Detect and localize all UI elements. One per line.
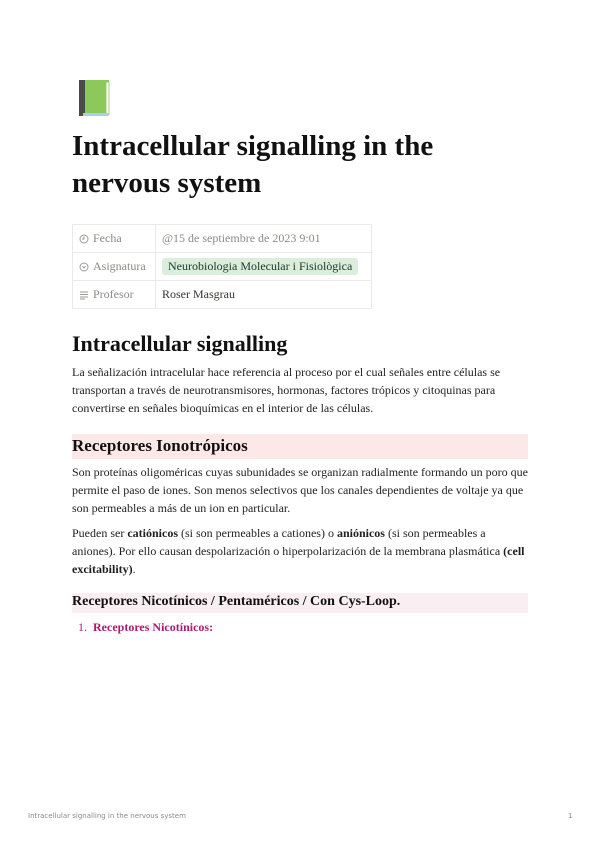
green-book-icon [77, 78, 111, 118]
intro-paragraph: La señalización intracelular hace referencia al proceso por el cual señales entre células se transportan a través de neurotransmisores, hormonas, factores trópicos y citoquinas para convertirse en señales bioquímicas en el interior de las células. [72, 365, 501, 415]
property-key: Fecha [93, 231, 122, 245]
bold-anionicos: aniónicos [336, 526, 385, 540]
subject-tag[interactable]: Neurobiologia Molecular i Fisiològica [162, 258, 358, 275]
page-title: Intracellular signalling in the nervous system [72, 130, 434, 199]
property-row-fecha[interactable] [73, 225, 372, 253]
section-heading-ionotropic: Receptores Ionotrópicos [72, 434, 528, 459]
property-row-profesor[interactable] [73, 281, 372, 309]
bold-cationicos: catiónicos [127, 526, 178, 540]
list-item [78, 620, 213, 635]
ionotropic-paragraph-2: Pueden ser catiónicos (si son permeables a cationes) o aniónicos (si son permeables a aniones). Por ello causan despolarización o hiperpolarización de la membrana plasmática (cell excitability). [72, 526, 525, 576]
ionotropic-paragraph: Son proteínas oligoméricas cuyas subunidades se organizan radialmente formando un poro que permite el paso de iones. Son menos selectivos que los canales dependientes de voltaje ya que son permeables a más de un ion en particular. [72, 465, 528, 515]
list-number: 1. [78, 620, 87, 634]
numbered-list [78, 620, 213, 635]
property-key: Asignatura [93, 259, 146, 273]
property-value[interactable]: Roser Masgrau [156, 281, 372, 309]
properties-table [72, 224, 372, 309]
clock-icon [79, 234, 89, 244]
select-icon [79, 262, 89, 272]
list-item-label: Receptores Nicotínicos: [93, 620, 214, 634]
footer-page-number: 1 [568, 812, 573, 820]
footer-title: Intracellular signalling in the nervous system [28, 812, 186, 820]
section-heading-intracellular: Intracellular signalling [72, 331, 288, 356]
section-heading-nicotinic: Receptores Nicotínicos / Pentaméricos / Con Cys-Loop. [72, 593, 528, 613]
property-value[interactable]: @15 de septiembre de 2023 9:01 [156, 225, 372, 253]
text-lines-icon [79, 290, 89, 300]
property-key: Profesor [93, 287, 134, 301]
property-row-asignatura[interactable] [73, 253, 372, 281]
bold-cell-excitability: (cell excitability) [72, 544, 525, 576]
